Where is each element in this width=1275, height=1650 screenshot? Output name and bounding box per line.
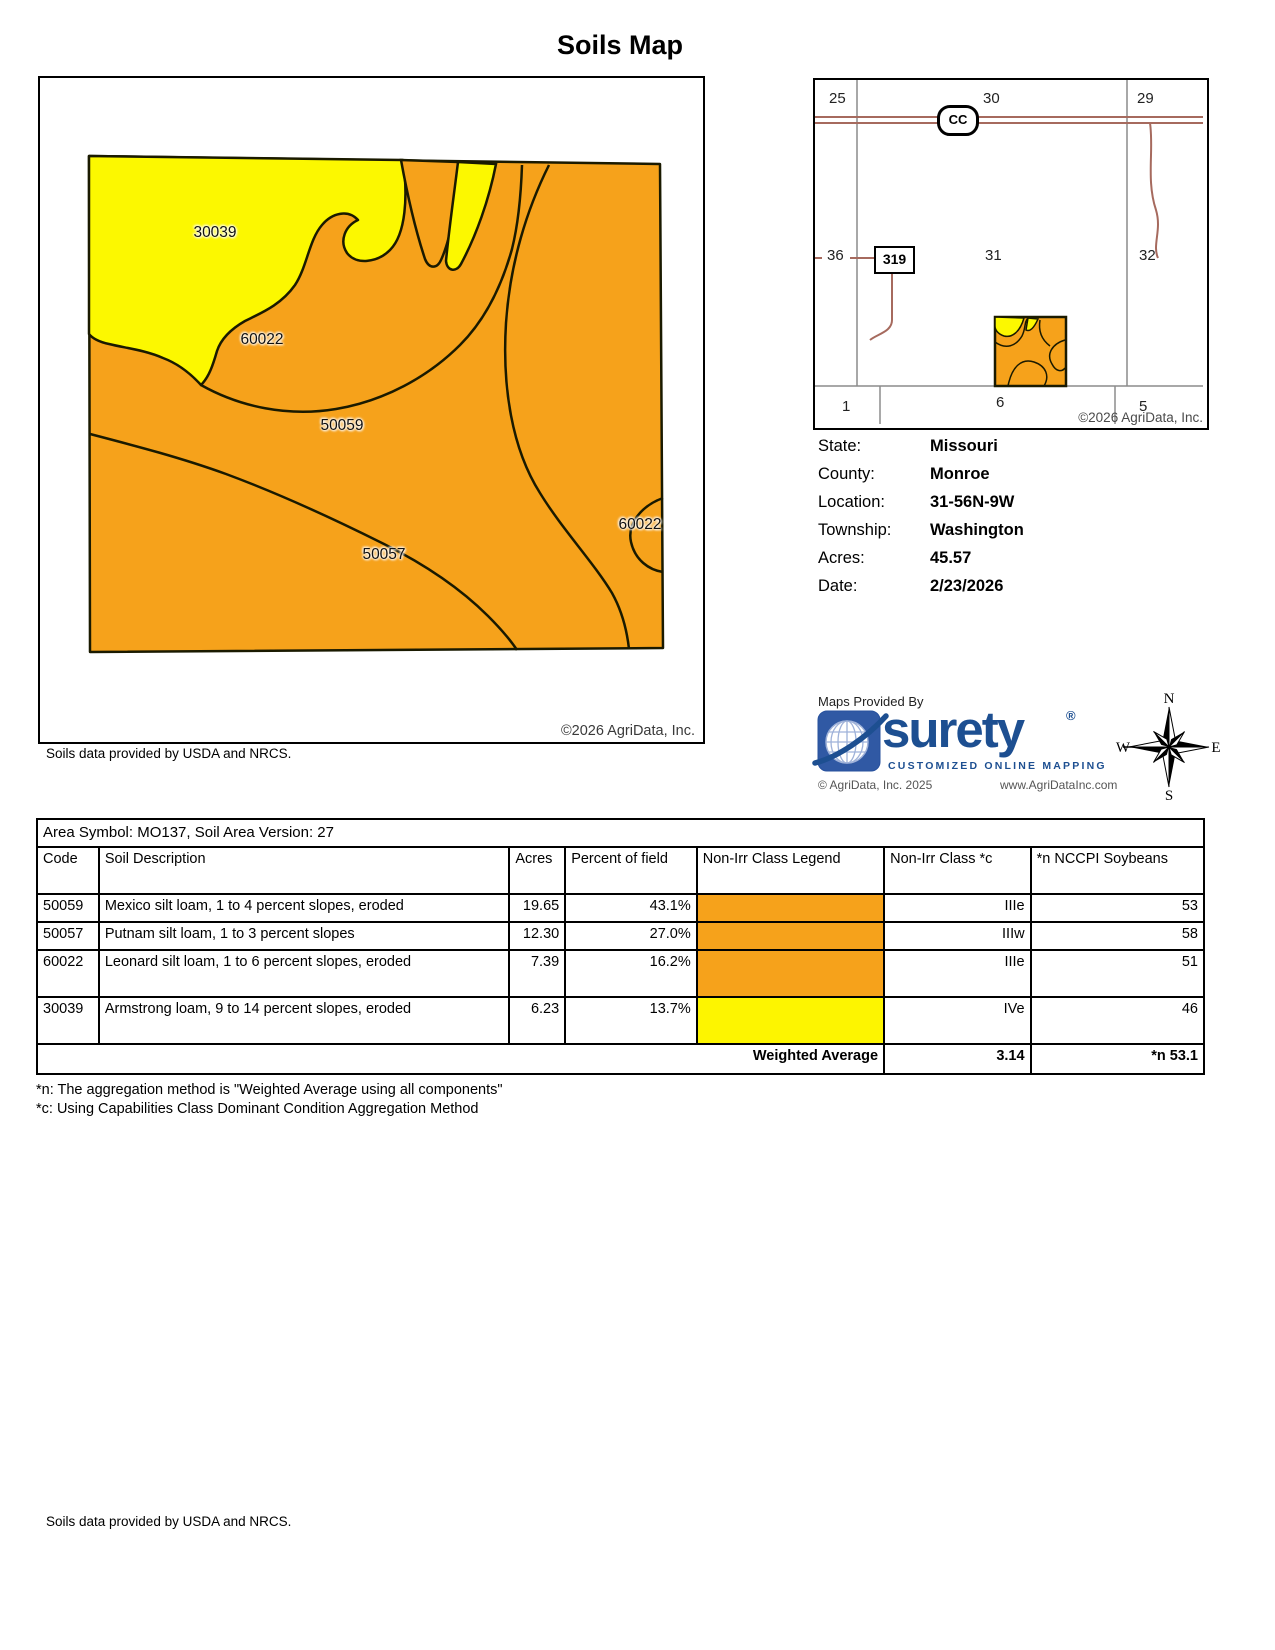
soil-label-50057: 50057 <box>362 546 406 563</box>
township-label: Township: <box>818 520 892 539</box>
location-info-block <box>818 432 1198 600</box>
maps-provided-by-label: Maps Provided By <box>818 694 924 709</box>
cell-nccpi: 51 <box>1181 954 1198 970</box>
date-label: Date: <box>818 576 858 595</box>
page-title: Soils Map <box>556 30 684 60</box>
cell-class: IIIw <box>885 923 1032 949</box>
col-header-code: Code <box>38 848 100 893</box>
cell-class: IVe <box>885 998 1032 1043</box>
section-29: 29 <box>1137 90 1154 107</box>
road-cc-label: CC <box>937 105 979 136</box>
table-row-60022 <box>38 951 1203 998</box>
info-row-location <box>818 488 1198 516</box>
compass-star <box>1129 707 1209 787</box>
cell-description: Armstrong loam, 9 to 14 percent slopes, eroded <box>100 998 511 1043</box>
acres-value: 45.57 <box>930 548 972 567</box>
location-label: Location: <box>818 492 885 511</box>
compass-s-label: S <box>1164 788 1174 802</box>
surety-logo-text: surety <box>882 701 1024 758</box>
cell-nccpi: 58 <box>1181 926 1198 942</box>
soil-map-svg <box>40 78 699 738</box>
col-header-nccpi: *n NCCPI Soybeans <box>1036 851 1168 867</box>
info-row-county <box>818 460 1198 488</box>
soil-label-50059: 50059 <box>320 417 364 434</box>
col-header-percent: Percent of field <box>566 848 698 893</box>
cell-description: Leonard silt loam, 1 to 6 percent slopes, eroded <box>100 951 511 996</box>
cell-acres: 7.39 <box>510 951 566 996</box>
footer-source-note: Soils data provided by USDA and NRCS. <box>46 1514 292 1529</box>
agridata-copyright: © AgriData, Inc. 2025 <box>818 778 933 792</box>
compass-rose <box>1114 692 1224 802</box>
weighted-average-nccpi: *n 53.1 <box>1151 1048 1198 1064</box>
cell-description: Putnam silt loam, 1 to 3 percent slopes <box>100 923 511 949</box>
table-summary-row <box>38 1045 1203 1073</box>
state-value: Missouri <box>930 436 998 455</box>
section-30: 30 <box>983 90 1000 107</box>
township-value: Washington <box>930 520 1024 539</box>
cell-nccpi: 53 <box>1181 898 1198 914</box>
route-319-label: 319 <box>874 246 915 274</box>
area-symbol-header: Area Symbol: MO137, Soil Area Version: 27 <box>38 820 1203 848</box>
footnote-c: *c: Using Capabilities Class Dominant Condition Aggregation Method <box>36 1101 479 1117</box>
cell-percent: 43.1% <box>566 895 698 921</box>
cell-percent: 27.0% <box>566 923 698 949</box>
section-6: 6 <box>996 394 1005 411</box>
acres-label: Acres: <box>818 548 865 567</box>
surety-globe-icon <box>818 711 880 771</box>
date-value: 2/23/2026 <box>930 576 1004 595</box>
info-row-township <box>818 516 1198 544</box>
info-row-state <box>818 432 1198 460</box>
section-25: 25 <box>829 90 846 107</box>
table-header-row <box>38 848 1203 895</box>
soil-label-30039: 30039 <box>193 224 237 241</box>
soil-map-panel <box>38 76 705 744</box>
col-header-acres: Acres <box>510 848 566 893</box>
section-36: 36 <box>827 247 844 264</box>
map-copyright: ©2026 AgriData, Inc. <box>560 723 695 739</box>
table-footnotes <box>36 1081 503 1119</box>
section-31: 31 <box>985 247 1002 264</box>
plat-copyright: ©2026 AgriData, Inc. <box>1078 410 1203 425</box>
cell-legend-swatch <box>698 951 885 996</box>
cell-legend-swatch <box>698 998 885 1043</box>
weighted-average-class: 3.14 <box>885 1045 1032 1073</box>
location-value: 31-56N-9W <box>930 492 1015 511</box>
info-row-acres <box>818 544 1198 572</box>
table-row-50059 <box>38 895 1203 923</box>
footnote-n: *n: The aggregation method is "Weighted Average using all components" <box>36 1082 503 1098</box>
section-5: 5 <box>1139 398 1148 415</box>
soils-table <box>36 818 1205 1075</box>
cell-acres: 12.30 <box>510 923 566 949</box>
county-value: Monroe <box>930 464 990 483</box>
col-header-class: Non-Irr Class *c <box>885 848 1032 893</box>
compass-w-label: W <box>1115 740 1131 756</box>
cell-code: 60022 <box>38 951 100 996</box>
cell-percent: 13.7% <box>566 998 698 1043</box>
soil-label-60022-east: 60022 <box>618 516 662 533</box>
cell-class: IIIe <box>885 951 1032 996</box>
cell-class: IIIe <box>885 895 1032 921</box>
road-319-south <box>870 270 892 340</box>
cell-legend-swatch <box>698 923 885 949</box>
section-32: 32 <box>1139 247 1156 264</box>
cell-code: 50057 <box>38 923 100 949</box>
registered-mark: ® <box>1066 708 1076 723</box>
cell-nccpi: 46 <box>1181 1001 1198 1017</box>
cell-legend-swatch <box>698 895 885 921</box>
surety-tagline: CUSTOMIZED ONLINE MAPPING <box>888 760 1107 772</box>
table-row-50057 <box>38 923 1203 951</box>
agridata-website: www.AgriDataInc.com <box>1000 778 1118 792</box>
soil-label-60022: 60022 <box>240 331 284 348</box>
field-thumbnail <box>995 317 1066 386</box>
cell-percent: 16.2% <box>566 951 698 996</box>
cell-description: Mexico silt loam, 1 to 4 percent slopes, eroded <box>100 895 511 921</box>
info-row-date <box>818 572 1198 600</box>
weighted-average-label: Weighted Average <box>38 1045 885 1073</box>
state-label: State: <box>818 436 862 455</box>
road-east <box>1150 123 1158 258</box>
cell-code: 30039 <box>38 998 100 1043</box>
county-label: County: <box>818 464 875 483</box>
table-row-30039 <box>38 998 1203 1045</box>
cell-acres: 19.65 <box>510 895 566 921</box>
plat-map-panel <box>813 78 1209 430</box>
cell-acres: 6.23 <box>510 998 566 1043</box>
section-1: 1 <box>842 398 851 415</box>
cell-code: 50059 <box>38 895 100 921</box>
col-header-description: Soil Description <box>100 848 511 893</box>
compass-n-label: N <box>1163 692 1175 707</box>
soils-source-note: Soils data provided by USDA and NRCS. <box>46 746 292 761</box>
compass-e-label: E <box>1211 740 1221 756</box>
col-header-legend: Non-Irr Class Legend <box>698 848 885 893</box>
